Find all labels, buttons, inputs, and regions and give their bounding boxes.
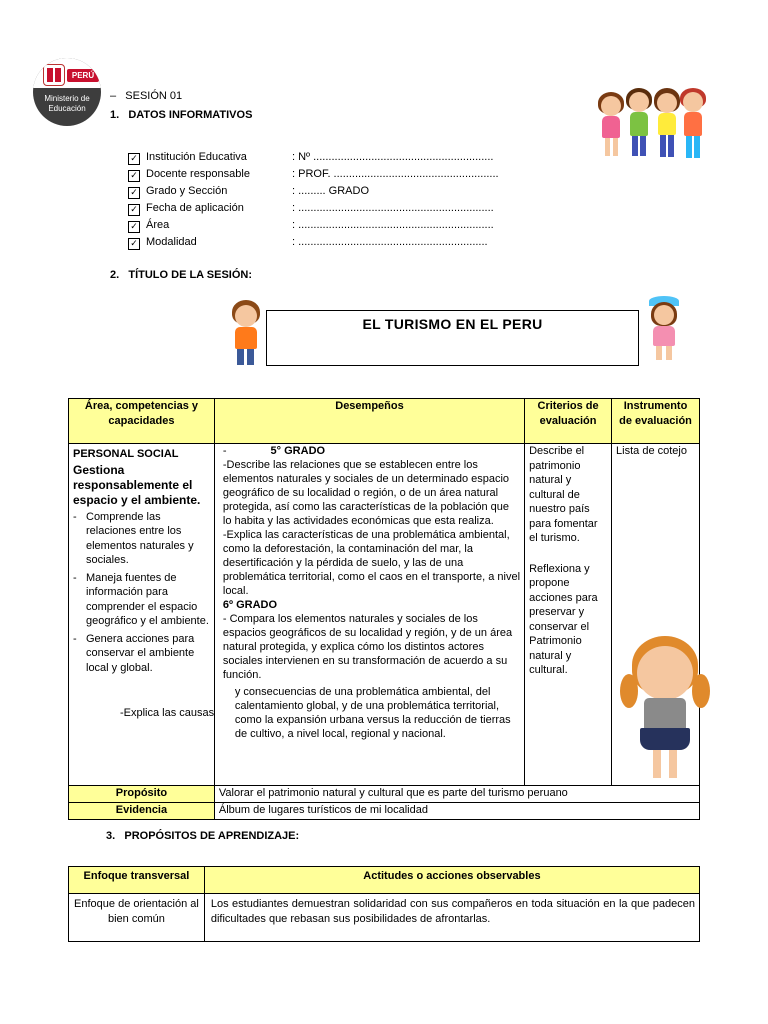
children-group-illustration xyxy=(592,86,722,166)
session-label: – SESIÓN 01 xyxy=(110,90,183,102)
enfoque-cell: Enfoque de orientación al bien común xyxy=(69,894,205,942)
capacidades-list xyxy=(73,510,210,676)
table-header-row xyxy=(69,399,700,444)
desempeno-lead: -Explica las causas xyxy=(120,707,215,719)
purposes-table xyxy=(68,866,700,942)
girl-cap-illustration xyxy=(643,296,687,364)
datos-row: ✓ Área : ................................................................ xyxy=(128,217,499,234)
datos-row: ✓ Fecha de aplicación : ................................................................ xyxy=(128,200,499,217)
section-3-heading: 3. PROPÓSITOS DE APRENDIZAJE: xyxy=(106,830,300,842)
desempeno-item: y consecuencias de una problemática ambiental, del calentamiento global, y de una problemática territorial, como la expansión urbana versus la reducción de tierras de cultivo, a nivel local, regional y nacional. xyxy=(234,686,511,740)
col-header-enfoque: Enfoque transversal xyxy=(69,867,205,894)
proposito-label: Propósito xyxy=(69,786,215,803)
datos-row: ✓ Docente responsable : PROF. ...................................................... xyxy=(128,166,499,183)
area-name: PERSONAL SOCIAL xyxy=(73,448,179,460)
criterio-item: Describe el patrimonio natural y cultural de nuestro país para fomentar el turismo. xyxy=(529,445,598,544)
datos-row: ✓ Institución Educativa : Nº ........................................................... xyxy=(128,149,499,166)
instrumento-cell: Lista de cotejo xyxy=(612,444,700,786)
proposito-row xyxy=(69,786,700,803)
criterios-cell xyxy=(525,444,612,786)
competencia: Gestiona responsablemente el espacio y el ambiente. xyxy=(73,462,201,507)
desempenos-cell xyxy=(214,444,524,786)
session-table xyxy=(68,398,700,820)
coat-of-arms-icon xyxy=(43,64,65,86)
list-item: - Comprende las relaciones entre los elementos naturales y sociales. xyxy=(86,510,210,568)
section-1-heading: 1. DATOS INFORMATIVOS xyxy=(110,109,253,121)
col-header-actitudes: Actitudes o acciones observables xyxy=(204,867,699,894)
proposito-value: Valorar el patrimonio natural y cultural que es parte del turismo peruano xyxy=(214,786,699,803)
checkbox-icon: ✓ xyxy=(128,153,140,165)
datos-row: ✓ Grado y Sección : ......... GRADO xyxy=(128,183,499,200)
evidencia-row xyxy=(69,803,700,820)
ministry-logo xyxy=(33,58,101,126)
table-row xyxy=(69,894,700,942)
checkbox-icon: ✓ xyxy=(128,204,140,216)
col-header-desempenos: Desempeños xyxy=(214,399,524,444)
datos-row: ✓ Modalidad : .............................................................. xyxy=(128,234,499,251)
grade-6-heading: 6º GRADO xyxy=(222,599,278,611)
grade-5-heading: - 5° GRADO xyxy=(222,445,326,457)
col-header-area: Área, competencias y capacidades xyxy=(69,399,215,444)
boy-waving-illustration xyxy=(222,300,268,370)
logo-country: PERÚ xyxy=(67,69,99,82)
desempeno-item: - Compara los elementos naturales y sociales de los espacios geográficos de su localidad y región, y de un área natural protegida, y explica cómo los distintos actores sociales intervienen en su transformación de acuerdo a su función. xyxy=(222,613,513,681)
col-header-instrumento: Instrumento de evaluación xyxy=(612,399,700,444)
desempeno-item: -Describe las relaciones que se establecen entre los elementos naturales y sociales de un determinado espacio geográfico de su localidad o región, o de un área natural protegida, así como las características de la población que lo habita y las actividades económicas que esta realiza. xyxy=(222,459,510,527)
section-2-heading: 2. TÍTULO DE LA SESIÓN: xyxy=(110,269,253,281)
checkbox-icon: ✓ xyxy=(128,238,140,250)
list-item: - Maneja fuentes de información para comprender el espacio geográfico y el ambiente. xyxy=(86,571,210,629)
session-title-box: EL TURISMO EN EL PERU xyxy=(266,310,639,366)
checkbox-icon: ✓ xyxy=(128,170,140,182)
checkbox-icon: ✓ xyxy=(128,187,140,199)
checkbox-icon: ✓ xyxy=(128,221,140,233)
col-header-criterios: Criterios de evaluación xyxy=(525,399,612,444)
logo-ministry: Ministerio de Educación xyxy=(44,94,90,113)
evidencia-label: Evidencia xyxy=(69,803,215,820)
desempeno-item: -Explica las características de una problemática ambiental, como la deforestación, la contaminación del mar, la desertificación y la pérdida de suelo, y las de una problemática territorial, como el caos en el transporte, a nivel local. xyxy=(222,529,521,597)
evidencia-value: Álbum de lugares turísticos de mi localidad xyxy=(214,803,699,820)
table-header-row xyxy=(69,867,700,894)
criterio-item: Reflexiona y propone acciones para preservar y conservar el Patrimonio natural y cultural. xyxy=(529,562,598,676)
girl-pigtails-illustration xyxy=(620,636,710,786)
area-cell xyxy=(69,444,215,786)
table-row xyxy=(69,444,700,786)
actitudes-cell: Los estudiantes demuestran solidaridad con sus compañeros en toda situación en la que padecen dificultades que rebasan sus posibilidades de afrontarlas. xyxy=(204,894,699,942)
list-item: - Genera acciones para conservar el ambiente local y global. xyxy=(86,632,210,676)
datos-list xyxy=(128,149,499,251)
